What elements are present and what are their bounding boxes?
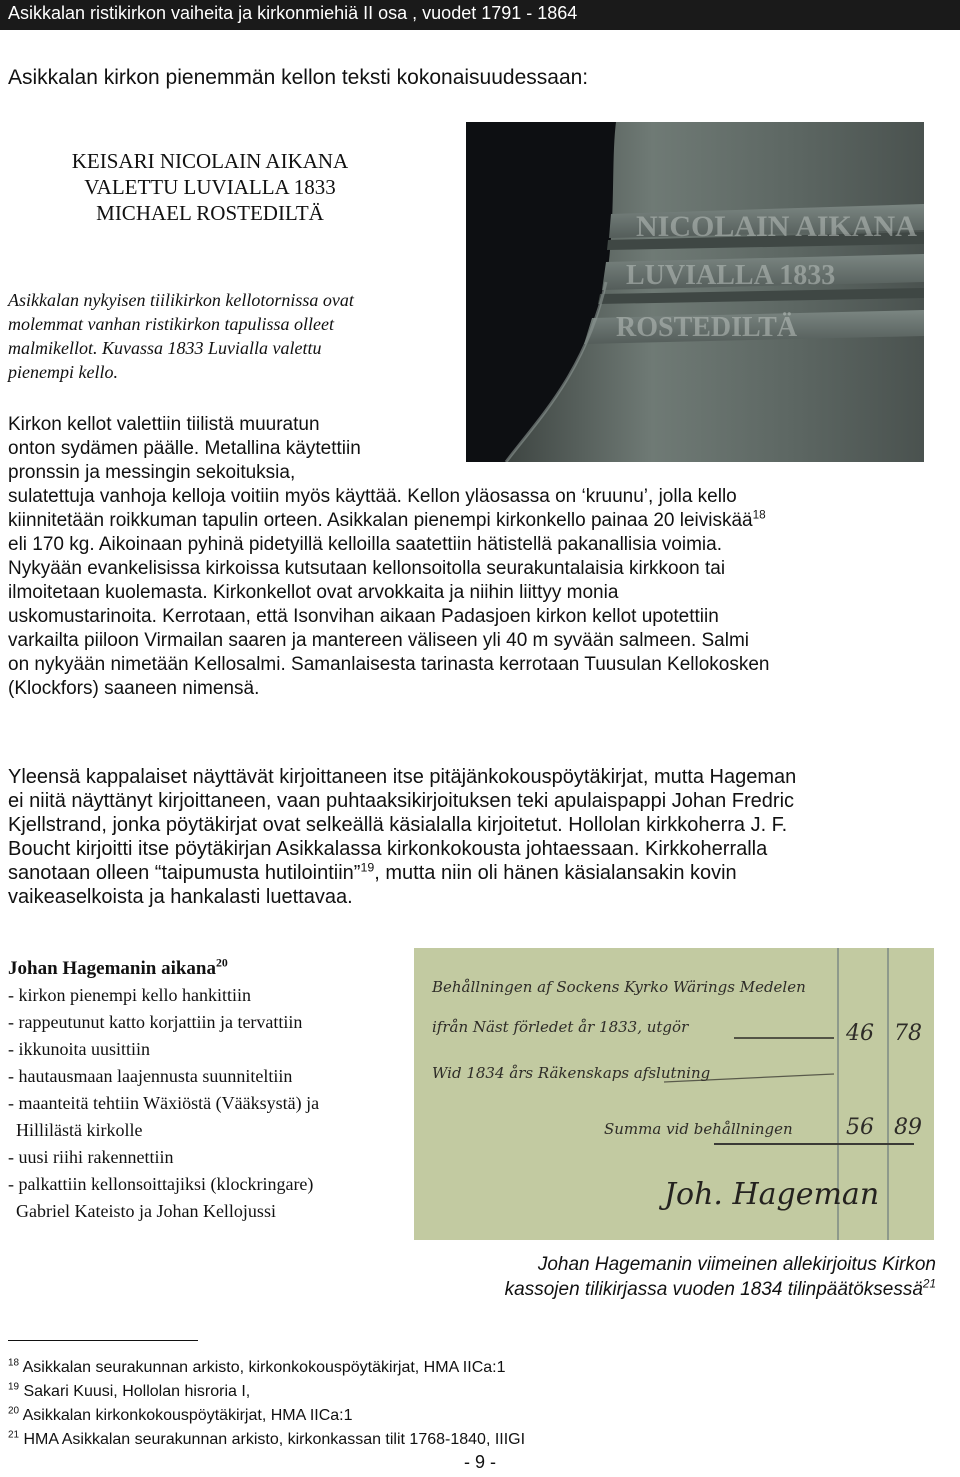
footnote-ref-18: 18 xyxy=(752,508,766,522)
bell-inscription xyxy=(0,148,420,226)
body-line: pronssin ja messingin sekoituksia, xyxy=(8,462,296,483)
ledger-photo-caption xyxy=(370,1252,936,1302)
footnote-text: Sakari Kuusi, Hollolan hisroria I, xyxy=(19,1383,251,1400)
list-item: - maanteitä tehtiin Wäxiöstä (Vääksystä) ja xyxy=(8,1093,320,1113)
footnote-ref-21: 21 xyxy=(922,1277,936,1291)
list-item: - uusi riihi rakennettiin xyxy=(8,1147,174,1167)
list-item: - ikkunoita uusittiin xyxy=(8,1039,150,1059)
bell-caption-line-3: malmikellot. Kuvassa 1833 Luvialla valettu xyxy=(8,338,322,358)
bell-engraving-line-3: ROSTEDILTÄ xyxy=(616,312,798,343)
footnote-number: 19 xyxy=(8,1381,20,1393)
hageman-era-list xyxy=(8,955,408,1225)
bell-photo-caption xyxy=(8,288,448,384)
list-item: - palkattiin kellonsoittajiksi (klockringare) xyxy=(8,1174,314,1194)
body-line xyxy=(8,509,948,533)
ledger-photo xyxy=(414,948,934,1240)
paragraph-line: ei niitä näyttänyt kirjoittaneen, vaan puhtaaksikirjoituksen teki apulaispappi Johan Fredric xyxy=(8,790,795,812)
footnote-separator xyxy=(8,1340,198,1341)
footnote xyxy=(8,1380,948,1404)
list-item: - rappeutunut katto korjattiin ja tervattiin xyxy=(8,1012,303,1032)
ledger-amount-1b: 78 xyxy=(894,1021,922,1046)
body-line: eli 170 kg. Aikoinaan pyhinä pidetyillä kelloilla saatettiin hätistellä pakanallisia voimia. xyxy=(8,534,722,555)
footnote-ref-19: 19 xyxy=(360,860,375,875)
page-number: - 9 - xyxy=(463,1452,496,1472)
footnote-ref-20: 20 xyxy=(216,956,228,970)
bell-caption-line-1: Asikkalan nykyisen tiilikirkon kellotornissa ovat xyxy=(8,290,354,310)
ledger-caption-text: kassojen tilikirjassa vuoden 1834 tilinpäätöksessä xyxy=(504,1279,923,1300)
bell-engraving-line-1: NICOLAIN AIKANA xyxy=(636,210,917,243)
bell-photo-illustration xyxy=(466,122,924,462)
ledger-handwriting-line-1: Behållningen af Sockens Kyrko Wärings Medelen xyxy=(432,978,806,996)
hageman-paragraph xyxy=(8,765,948,909)
running-header xyxy=(0,0,960,30)
paragraph-line: vaikeaselkoista ja hankalasti luettavaa. xyxy=(8,886,353,908)
bells-body-paragraph xyxy=(8,413,948,701)
body-line: sulatettuja vanhoja kelloja voitiin myös käyttää. Kellon yläosassa on ‘kruunu’, jolla kello xyxy=(8,486,737,507)
footnote-number: 21 xyxy=(8,1429,20,1441)
bell-caption-line-4: pienempi kello. xyxy=(8,362,118,382)
inscription-intro-title: Asikkalan kirkon pienemmän kellon teksti kokonaisuudessaan: xyxy=(8,66,589,89)
body-line: Nykyään evankelisissa kirkoissa kutsutaan kellonsoitolla seurakuntalaisia kirkkoon tai xyxy=(8,558,726,579)
ledger-handwriting-line-4: Summa vid behållningen xyxy=(604,1120,793,1138)
list-item: - kirkon pienempi kello hankittiin xyxy=(8,985,251,1005)
footnote-number: 18 xyxy=(8,1357,20,1369)
paragraph-line-text: sanotaan olleen “taipumusta hutilointiin” xyxy=(8,862,361,884)
paragraph-line: Yleensä kappalaiset näyttävät kirjoittaneen itse pitäjänkokouspöytäkirjat, mutta Hageman xyxy=(8,766,797,788)
footnote-number: 20 xyxy=(8,1405,20,1417)
footnote-text: Asikkalan seurakunnan arkisto, kirkonkokouspöytäkirjat, HMA IICa:1 xyxy=(19,1359,506,1376)
list-item-continuation: Gabriel Kateisto ja Johan Kellojussi xyxy=(16,1201,276,1221)
list-item-continuation: Hillilästä kirkolle xyxy=(16,1120,143,1140)
body-line: (Klockfors) saaneen nimensä. xyxy=(8,678,260,699)
footnote xyxy=(8,1404,948,1428)
body-line: on nykyään nimetään Kellosalmi. Samanlaisesta tarinasta kerrotaan Tuusulan Kellokosken xyxy=(8,654,770,675)
list-heading xyxy=(8,955,408,982)
bell-photo xyxy=(466,122,924,462)
body-line: uskomustarinoita. Kerrotaan, että Isonvihan aikaan Padasjoen kirkon kellot upotettiin xyxy=(8,606,719,627)
ledger-amount-1a: 46 xyxy=(846,1021,874,1046)
list-heading-text: Johan Hagemanin aikana xyxy=(8,958,216,979)
ledger-amount-2a: 56 xyxy=(846,1115,874,1140)
body-line: onton sydämen päälle. Metallina käytettiin xyxy=(8,438,361,459)
ledger-handwriting-line-3: Wid 1834 års Räkenskaps afslutning xyxy=(432,1064,711,1082)
body-line: Kirkon kellot valettiin tiilistä muuratun xyxy=(8,414,320,435)
header-title: Asikkalan ristikirkon vaiheita ja kirkonmiehiä II osa , vuodet 1791 - 1864 xyxy=(8,3,578,23)
ledger-signature: Joh. Hageman xyxy=(664,1177,880,1212)
bell-engraving-line-2: LUVIALLA 1833 xyxy=(626,260,836,291)
bell-caption-line-2: molemmat vanhan ristikirkon tapulissa olleet xyxy=(8,314,334,334)
footnote-text: Asikkalan kirkonkokouspöytäkirjat, HMA IICa:1 xyxy=(19,1407,353,1424)
paragraph-line-text: , mutta niin oli hänen käsialansakin kovin xyxy=(374,862,737,884)
ledger-caption-line-1: Johan Hagemanin viimeinen allekirjoitus Kirkon xyxy=(537,1254,936,1275)
ledger-caption-line-2 xyxy=(370,1277,936,1302)
footnote xyxy=(8,1356,948,1380)
footnote xyxy=(8,1428,948,1452)
ledger-photo-illustration xyxy=(414,948,934,1240)
footnotes xyxy=(8,1356,948,1452)
body-line-text: kiinnitetään roikkuman tapulin orteen. Asikkalan pienempi kirkonkello painaa 20 leiviskää xyxy=(8,510,753,531)
inscription-line-1: KEISARI NICOLAIN AIKANA xyxy=(71,149,349,173)
paragraph-line: Kjellstrand, jonka pöytäkirjat ovat selkeällä käsialalla kirjoitetut. Hollolan kirkkoherra J. F. xyxy=(8,814,788,836)
ledger-amount-2b: 89 xyxy=(894,1115,922,1140)
paragraph-line: Boucht kirjoitti itse pöytäkirjan Asikkalassa kirkonkokousta johtaessaan. Kirkkoherralla xyxy=(8,838,768,860)
ledger-handwriting-line-2: ifrån Näst förledet år 1833, utgör xyxy=(432,1018,689,1036)
list-item: - hautausmaan laajennusta suunniteltiin xyxy=(8,1066,293,1086)
body-line: ilmoitetaan kuolemasta. Kirkonkellot ovat arvokkaita ja niihin liittyy monia xyxy=(8,582,619,603)
paragraph-line xyxy=(8,861,948,885)
footnote-text: HMA Asikkalan seurakunnan arkisto, kirkonkassan tilit 1768-1840, IIIGI xyxy=(19,1431,526,1448)
inscription-line-3: MICHAEL ROSTEDILTÄ xyxy=(96,201,324,225)
body-line: varkailta piiloon Virmailan saaren ja mantereen väliseen yli 40 m syvään salmeen. Salmi xyxy=(8,630,750,651)
inscription-line-2: VALETTU LUVIALLA 1833 xyxy=(84,175,336,199)
